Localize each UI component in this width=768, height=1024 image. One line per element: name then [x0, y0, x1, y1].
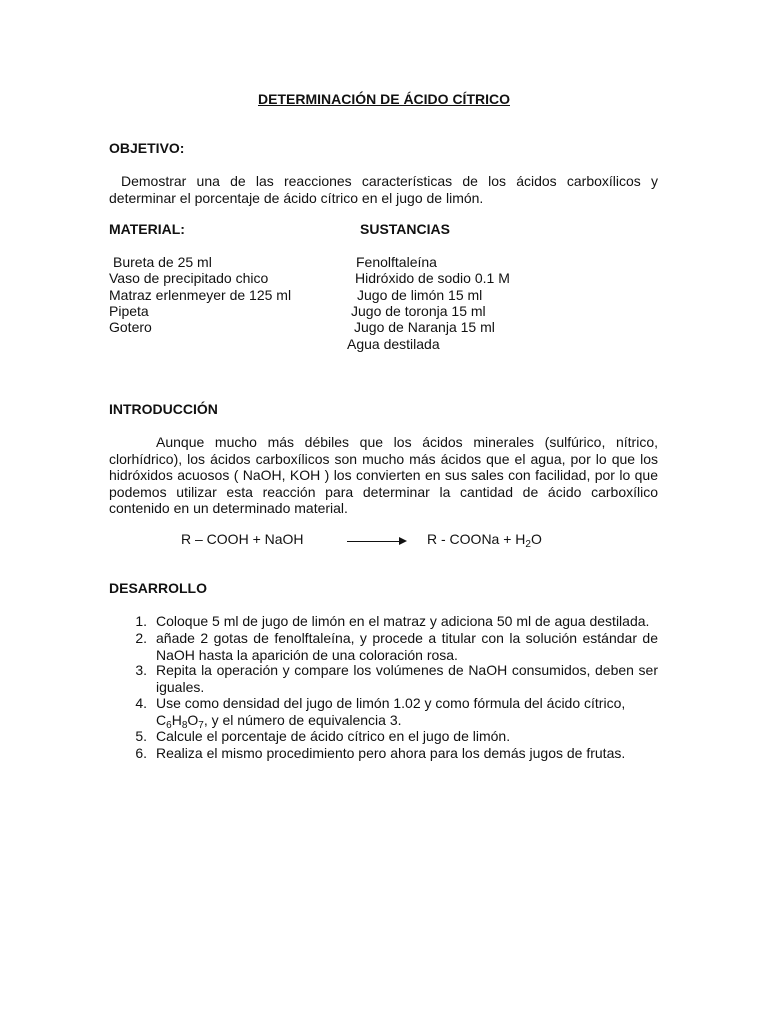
- list-number: 3.: [135, 662, 147, 678]
- list-text: Realiza el mismo procedimiento pero ahora para los demás jugos de frutas.: [156, 745, 626, 761]
- list-text: añade 2 gotas de fenolftaleína, y procede a titular con la solución estándar de NaOH hasta la aparición de una coloración rosa.: [156, 630, 658, 663]
- sustancias-heading: SUSTANCIAS: [360, 221, 450, 237]
- list-number: 4.: [135, 695, 147, 711]
- sustancia-item: Fenolftaleína: [356, 254, 437, 270]
- objetivo-text: Demostrar una de las reacciones características de los ácidos carboxílicos y determinar el porcentaje de ácido cítrico en el jugo de limón.: [109, 173, 658, 206]
- material-item: Pipeta: [109, 303, 149, 319]
- reaction-reactants: R – COOH + NaOH: [181, 531, 304, 547]
- list-number: 1.: [135, 613, 147, 629]
- list-number: 6.: [135, 745, 147, 761]
- material-item: Matraz erlenmeyer de 125 ml: [109, 287, 292, 303]
- introduccion-heading: INTRODUCCIÓN: [109, 401, 218, 417]
- desarrollo-heading: DESARROLLO: [109, 580, 207, 596]
- sustancia-item: Jugo de limón 15 ml: [357, 287, 483, 303]
- reaction-products: R - COONa + $H_2O$: [427, 531, 542, 550]
- objetivo-heading: OBJETIVO:: [109, 140, 185, 156]
- list-text: Repita la operación y compare los volúmenes de NaOH consumidos, deben ser iguales.: [156, 662, 658, 695]
- material-item: Gotero: [109, 319, 152, 335]
- list-number: 5.: [135, 728, 147, 744]
- sustancia-item: Hidróxido de sodio 0.1 M: [355, 270, 510, 286]
- material-item: Bureta de 25 ml: [113, 254, 212, 270]
- material-item: Vaso de precipitado chico: [109, 270, 269, 286]
- reaction-arrow-head: [399, 537, 407, 545]
- list-number: 2.: [135, 630, 147, 646]
- sustancia-item: Agua destilada: [347, 336, 440, 352]
- list-text: Calcule el porcentaje de ácido cítrico en el jugo de limón.: [156, 728, 511, 744]
- sustancia-item: Jugo de toronja 15 ml: [351, 303, 486, 319]
- list-text: Coloque 5 ml de jugo de limón en el matraz y adiciona 50 ml de agua destilada.: [156, 613, 650, 629]
- sustancia-item: Jugo de Naranja 15 ml: [354, 319, 495, 335]
- introduccion-text: Aunque mucho más débiles que los ácidos minerales (sulfúrico, nítrico, clorhídrico), los ácidos carboxílicos son mucho más ácidos que el agua, por lo que los hidróxidos acuosos ( NaOH, KOH ) los convierten en sus sales con facilidad, por lo que podemos utilizar esta reacción para determinar la cantidad de ácido carboxílico contenido en un determinado material.: [109, 434, 658, 516]
- material-heading: MATERIAL:: [109, 221, 185, 237]
- list-text: Use como densidad del jugo de limón 1.02 y como fórmula del ácido cítrico, $C_6H_8O_7$, y el número de equivalencia 3.: [156, 695, 626, 731]
- document-title: DETERMINACIÓN DE ÁCIDO CÍTRICO: [258, 91, 510, 107]
- reaction-arrow: [347, 541, 401, 542]
